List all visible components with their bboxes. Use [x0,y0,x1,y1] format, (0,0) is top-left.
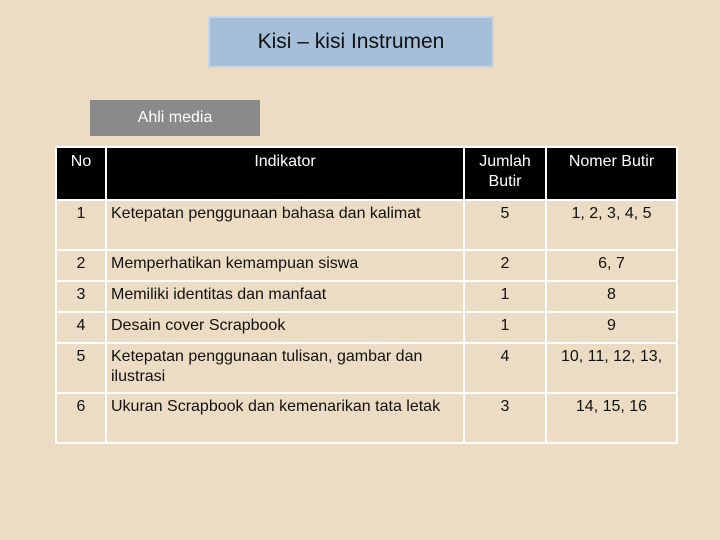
cell-indikator: Desain cover Scrapbook [106,312,464,343]
header-no: No [56,147,106,200]
section-label [90,100,260,136]
instrument-grid-table [55,146,678,444]
header-indikator: Indikator [106,147,464,200]
cell-jumlah: 2 [464,250,546,281]
cell-indikator: Ukuran Scrapbook dan kemenarikan tata letak [106,393,464,443]
cell-jumlah: 1 [464,281,546,312]
cell-nomer: 8 [546,281,677,312]
table-row [56,250,677,281]
cell-no: 2 [56,250,106,281]
cell-indikator: Memiliki identitas dan manfaat [106,281,464,312]
cell-no: 4 [56,312,106,343]
cell-jumlah: 3 [464,393,546,443]
cell-jumlah: 1 [464,312,546,343]
header-nomer-butir: Nomer Butir [546,147,677,200]
cell-nomer: 9 [546,312,677,343]
cell-no: 1 [56,200,106,250]
table-row [56,393,677,443]
table-row [56,200,677,250]
cell-no: 3 [56,281,106,312]
table-row [56,312,677,343]
cell-indikator: Ketepatan penggunaan tulisan, gambar dan ilustrasi [106,343,464,393]
slide-title [208,16,494,68]
cell-no: 6 [56,393,106,443]
table-header-row [56,147,677,200]
cell-nomer: 14, 15, 16 [546,393,677,443]
section-label-text: Ahli media [137,109,213,126]
table-row [56,281,677,312]
slide-title-text: Kisi – kisi Instrumen [257,30,445,53]
cell-jumlah: 4 [464,343,546,393]
cell-indikator: Memperhatikan kemampuan siswa [106,250,464,281]
cell-nomer: 1, 2, 3, 4, 5 [546,200,677,250]
cell-nomer: 6, 7 [546,250,677,281]
table-row [56,343,677,393]
header-jumlah-butir: Jumlah Butir [464,147,546,200]
cell-jumlah: 5 [464,200,546,250]
cell-indikator: Ketepatan penggunaan bahasa dan kalimat [106,200,464,250]
cell-no: 5 [56,343,106,393]
cell-nomer: 10, 11, 12, 13, [546,343,677,393]
